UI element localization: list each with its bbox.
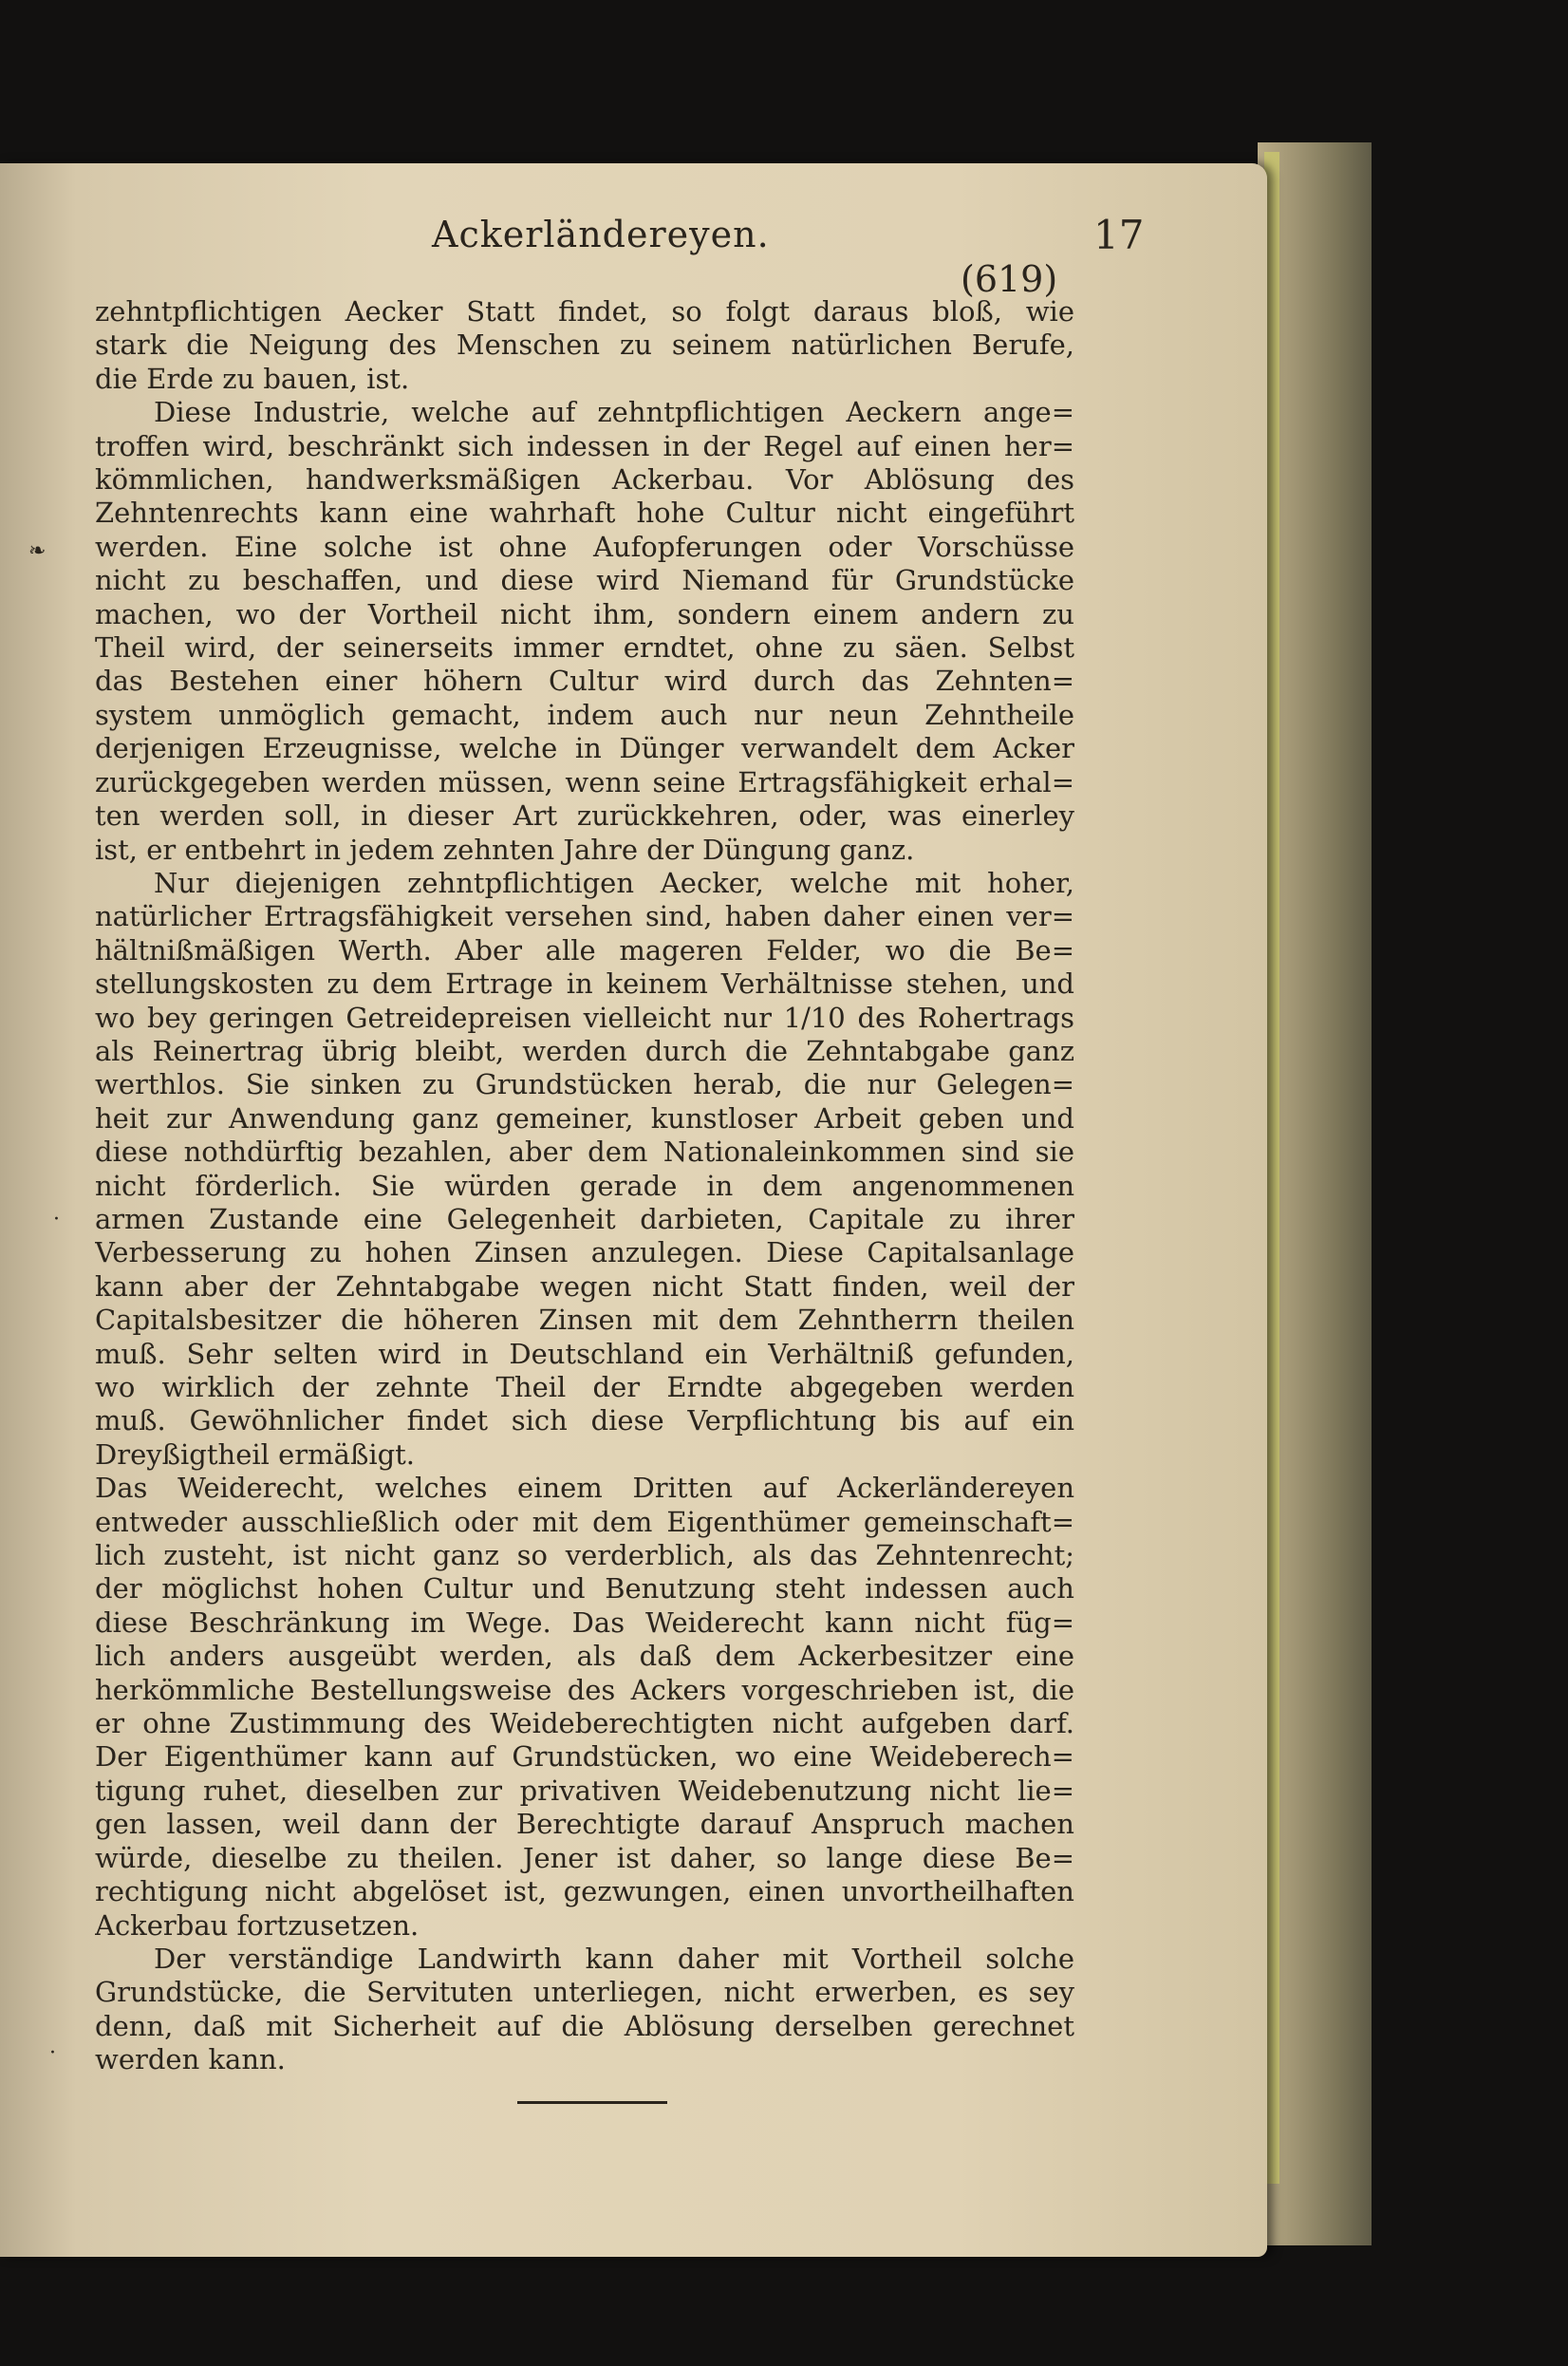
text-line: wo wirklich der zehnte Theil der Erndte abgegeben werden bbox=[95, 1371, 1074, 1403]
text-line: als Reinertrag übrig bleibt, werden durch die Zehntabgabe ganz bbox=[95, 1034, 1074, 1067]
text-line: Theil wird, der seinerseits immer erndtet, ohne zu säen. Selbst bbox=[95, 631, 1074, 665]
running-title: Ackerländereyen. bbox=[432, 214, 770, 255]
text-line: muß. Sehr selten wird in Deutschland ein Verhältniß gefunden, bbox=[95, 1337, 1074, 1370]
text-line: entweder ausschließlich oder mit dem Eigenthümer gemeinschaft= bbox=[95, 1505, 1074, 1538]
text-line: stellungskosten zu dem Ertrage in keinem Verhältnisse stehen, und bbox=[95, 967, 1074, 1001]
margin-mark: ❧ bbox=[28, 539, 47, 563]
text-line: zehntpflichtigen Aecker Statt findet, so folgt daraus bloß, wie bbox=[95, 295, 1074, 328]
text-line: armen Zustande eine Gelegenheit darbieten, Capitale zu ihrer bbox=[95, 1202, 1074, 1235]
text-line: rechtigung nicht abgelöset ist, gezwungen, einen unvortheilhaften bbox=[95, 1875, 1074, 1908]
text-line: Diese Industrie, welche auf zehntpflichtigen Aeckern ange= bbox=[154, 396, 1074, 429]
text-line: werden. Eine solche ist ohne Aufopferungen oder Vorschüsse bbox=[95, 530, 1074, 563]
text-line: diese Beschränkung im Wege. Das Weiderecht kann nicht füg= bbox=[95, 1606, 1074, 1639]
text-line: Dreyßigtheil ermäßigt. bbox=[95, 1437, 416, 1471]
text-line: kann aber der Zehntabgabe wegen nicht Statt finden, weil der bbox=[95, 1269, 1074, 1303]
margin-mark: · bbox=[53, 1208, 60, 1231]
text-line: das Bestehen einer höhern Cultur wird durch das Zehnten= bbox=[95, 665, 1074, 698]
text-line: Verbesserung zu hohen Zinsen anzulegen. Diese Capitalsanlage bbox=[95, 1236, 1074, 1269]
text-line: die Erde zu bauen, ist. bbox=[95, 362, 410, 395]
text-line: natürlicher Ertragsfähigkeit versehen sind, haben daher einen ver= bbox=[95, 900, 1074, 933]
text-line: Nur diejenigen zehntpflichtigen Aecker, welche mit hoher, bbox=[154, 866, 1074, 899]
text-line: tigung ruhet, dieselben zur privativen Weidebenutzung nicht lie= bbox=[95, 1774, 1074, 1807]
text-line: troffen wird, beschränkt sich indessen in der Regel auf einen her= bbox=[95, 429, 1074, 462]
text-line: derjenigen Erzeugnisse, welche in Dünger verwandelt dem Acker bbox=[95, 732, 1074, 765]
text-line: denn, daß mit Sicherheit auf die Ablösung derselben gerechnet bbox=[95, 2009, 1074, 2042]
margin-mark: · bbox=[49, 2041, 56, 2065]
text-line: machen, wo der Vortheil nicht ihm, sondern einem andern zu bbox=[95, 597, 1074, 630]
text-line: nicht zu beschaffen, und diese wird Niemand für Grundstücke bbox=[95, 564, 1074, 597]
text-line: lich zusteht, ist nicht ganz so verderblich, als das Zehntenrecht; bbox=[95, 1539, 1074, 1572]
text-line: gen lassen, weil dann der Berechtigte darauf Anspruch machen bbox=[95, 1808, 1074, 1841]
text-line: Zehntenrechts kann eine wahrhaft hohe Cultur nicht eingeführt bbox=[95, 497, 1074, 530]
text-line: stark die Neigung des Menschen zu seinem natürlichen Berufe, bbox=[95, 329, 1074, 362]
text-line: er ohne Zustimmung des Weideberechtigten nicht aufgeben darf. bbox=[95, 1707, 1074, 1740]
text-line: Der verständige Landwirth kann daher mit Vortheil solche bbox=[154, 1942, 1074, 1975]
text-line: wo bey geringen Getreidepreisen vielleicht nur 1/10 des Rohertrags bbox=[95, 1001, 1074, 1034]
text-line: nicht förderlich. Sie würden gerade in dem angenommenen bbox=[95, 1169, 1074, 1202]
text-line: muß. Gewöhnlicher findet sich diese Verpflichtung bis auf ein bbox=[95, 1404, 1074, 1437]
text-line: Ackerbau fortzusetzen. bbox=[95, 1908, 420, 1942]
text-line: ten werden soll, in dieser Art zurückkehren, oder, was einerley bbox=[95, 799, 1074, 833]
text-line: der möglichst hohen Cultur und Benutzung steht indessen auch bbox=[95, 1572, 1074, 1606]
text-line: ist, er entbehrt in jedem zehnten Jahre der Düngung ganz. bbox=[95, 833, 915, 866]
text-line: diese nothdürftig bezahlen, aber dem Nationaleinkommen sind sie bbox=[95, 1136, 1074, 1169]
text-line: werden kann. bbox=[95, 2043, 286, 2076]
text-line: werthlos. Sie sinken zu Grundstücken herab, die nur Gelegen= bbox=[95, 1068, 1074, 1101]
text-line: Grundstücke, die Servituten unterliegen, nicht erwerben, es sey bbox=[95, 1976, 1074, 2009]
body-text bbox=[95, 295, 1074, 2077]
text-line: hältnißmäßigen Werth. Aber alle mageren Felder, wo die Be= bbox=[95, 933, 1074, 967]
text-line: zurückgegeben werden müssen, wenn seine Ertragsfähigkeit erhal= bbox=[95, 765, 1074, 798]
text-line: herkömmliche Bestellungsweise des Ackers vorgeschrieben ist, die bbox=[95, 1673, 1074, 1706]
page-number: 17 bbox=[1093, 212, 1145, 258]
closing-rule bbox=[517, 2101, 667, 2104]
text-line: Das Weiderecht, welches einem Dritten auf Ackerländereyen bbox=[95, 1472, 1074, 1505]
sheet-number: (619) bbox=[961, 258, 1058, 300]
text-line: Der Eigenthümer kann auf Grundstücken, wo eine Weideberech= bbox=[95, 1740, 1074, 1774]
text-line: würde, dieselbe zu theilen. Jener ist daher, so lange diese Be= bbox=[95, 1841, 1074, 1874]
text-line: kömmlichen, handwerksmäßigen Ackerbau. Vor Ablösung des bbox=[95, 463, 1074, 497]
text-line: heit zur Anwendung ganz gemeiner, kunstloser Arbeit geben und bbox=[95, 1101, 1074, 1135]
text-line: lich anders ausgeübt werden, als daß dem Ackerbesitzer eine bbox=[95, 1640, 1074, 1673]
text-line: system unmöglich gemacht, indem auch nur neun Zehntheile bbox=[95, 698, 1074, 731]
text-line: Capitalsbesitzer die höheren Zinsen mit dem Zehntherrn theilen bbox=[95, 1304, 1074, 1337]
running-head bbox=[0, 214, 1267, 261]
